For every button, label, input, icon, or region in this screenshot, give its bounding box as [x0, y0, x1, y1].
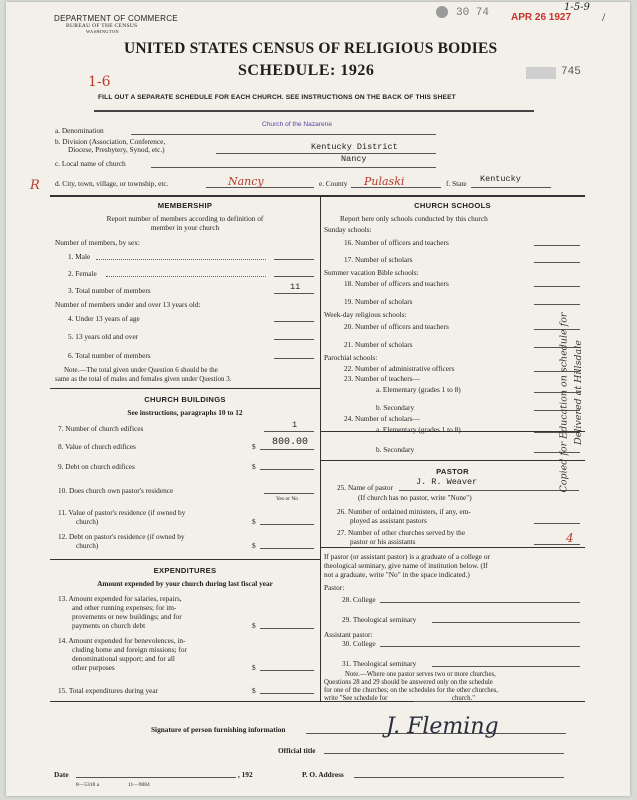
denomination-value: Church of the Nazarene	[262, 121, 333, 128]
pastor-note-4b: church."	[452, 695, 475, 702]
schedule-year-title: SCHEDULE: 1926	[238, 62, 375, 79]
buildings-subtitle: See instructions, paragraphs 10 to 12	[127, 408, 243, 417]
local-name-value: Nancy	[341, 154, 367, 164]
q24b-label: b. Secondary	[376, 445, 415, 454]
q29-label: 29. Theological seminary	[342, 615, 417, 624]
q8-line	[260, 449, 314, 450]
q30-label: 30. College	[342, 639, 376, 648]
q11-label: 11. Value of pastor's residence (if owned by	[58, 508, 186, 517]
q11-line	[260, 524, 314, 525]
po-address-label: P. O. Address	[302, 770, 344, 779]
r-mark: R	[30, 178, 40, 193]
department-name: DEPARTMENT OF COMMERCE	[54, 14, 178, 23]
state-label: f. State	[446, 179, 467, 188]
q25-label: 25. Name of pastor	[337, 483, 393, 492]
q14-line	[260, 670, 314, 671]
q27-label-2: pastor or his assistants	[350, 537, 416, 546]
q22-label: 22. Number of administrative officers	[344, 364, 455, 373]
schools-heading: CHURCH SCHOOLS	[414, 201, 491, 210]
q10-hint: Yes or No	[276, 496, 299, 502]
age-intro: Number of members under and over 13 years old:	[55, 300, 201, 309]
county-label: e. County	[319, 179, 348, 188]
file-code: 1-5-9	[564, 2, 590, 13]
q5-label: 5. 13 years old and over	[68, 332, 139, 341]
q12-label-2: church)	[76, 541, 99, 550]
q19-label: 19. Number of scholars	[344, 297, 413, 306]
local-name-label: c. Local name of church	[55, 159, 126, 168]
q21-label: 21. Number of scholars	[344, 340, 413, 349]
stamp-seal-icon	[436, 6, 448, 18]
q1-line	[274, 259, 314, 260]
q24b-line	[534, 452, 580, 453]
census-schedule-page	[6, 2, 630, 796]
q7-label: 7. Number of church edifices	[58, 424, 144, 433]
q20-label: 20. Number of officers and teachers	[344, 322, 449, 331]
division-label-line2: Diocese, Presbytery, Synod, etc.)	[68, 145, 165, 154]
q25-hint: (If church has no pastor, write "None")	[358, 493, 472, 502]
signature-label: Signature of person furnishing information	[151, 725, 286, 734]
q17-line	[534, 262, 580, 263]
assistant-pastor-label: Assistant pastor:	[324, 630, 373, 639]
schedule-number-stamp: 745	[561, 66, 581, 78]
q7-line	[264, 431, 314, 432]
form-code: 8—5318 a	[76, 782, 100, 788]
pastor-note: Note.—Where one pastor serves two or more churches,	[345, 671, 496, 678]
q17-label: 17. Number of scholars	[344, 255, 413, 264]
q10-label: 10. Does church own pastor's residence	[58, 486, 174, 495]
local-name-line	[151, 167, 436, 168]
po-address-line[interactable]	[354, 777, 564, 778]
q13-label-3: provements or new buildings; and for	[72, 612, 182, 621]
q30-line	[380, 646, 580, 647]
city-value: Nancy	[228, 175, 264, 188]
official-title-line[interactable]	[324, 753, 564, 754]
graduate-instruction-3: not a graduate, write "No" in the space indicated.)	[324, 570, 470, 579]
form-title: UNITED STATES CENSUS OF RELIGIOUS BODIES	[124, 40, 498, 57]
pastor-divider-rule	[320, 547, 585, 548]
sunday-schools-label: Sunday schools:	[324, 225, 372, 234]
q23-label: 23. Number of teachers—	[344, 374, 420, 383]
q11-label-2: church)	[76, 517, 99, 526]
q3-value: 11	[290, 282, 301, 292]
q23b-label: b. Secondary	[376, 403, 415, 412]
pastor-note-blank	[414, 701, 450, 702]
right-margin-note-2: Delivered at Hillsdale	[572, 340, 584, 445]
q11-dollar: $	[252, 517, 256, 526]
membership-intro-2: member in your church	[150, 223, 220, 232]
pastor-label: Pastor:	[324, 583, 345, 592]
q24-label: 24. Number of scholars—	[344, 414, 420, 423]
q13-label-4: payments on church debt	[72, 621, 146, 630]
q16-label: 16. Number of officers and teachers	[344, 238, 449, 247]
q18-label: 18. Number of officers and teachers	[344, 279, 449, 288]
date-year: , 192	[238, 770, 253, 779]
q3-label: 3. Total number of members	[68, 286, 151, 295]
signature-value: J. Fleming	[386, 714, 499, 739]
q26-label-2: ployed as assistant pastors	[350, 516, 427, 525]
q6-label: 6. Total number of members	[68, 351, 151, 360]
q9-line	[260, 469, 314, 470]
q6-line	[274, 358, 314, 359]
weekday-schools-label: Week-day religious schools:	[324, 310, 407, 319]
expenditures-heading: EXPENDITURES	[153, 566, 217, 575]
membership-bottom-rule	[50, 388, 320, 389]
state-value: Kentucky	[480, 174, 521, 184]
buildings-bottom-rule	[50, 559, 320, 560]
schools-subtitle: Report here only schools conducted by this church	[340, 214, 488, 223]
q10-line	[264, 493, 314, 494]
summer-schools-label: Summer vacation Bible schools:	[324, 268, 419, 277]
q20-line	[534, 329, 580, 330]
parochial-schools-label: Parochial schools:	[324, 353, 378, 362]
number-stamp-block	[526, 67, 556, 79]
pastor-note-2: Questions 28 and 29 should be answered only on the schedule	[324, 679, 493, 686]
q16-line	[534, 245, 580, 246]
pastor-heading: PASTOR	[436, 467, 469, 476]
q15-label: 15. Total expenditures during year	[58, 686, 159, 695]
q4-label: 4. Under 13 years of age	[68, 314, 140, 323]
date-label: Date	[54, 770, 69, 779]
denomination-label: a. Denomination	[55, 126, 104, 135]
date-line[interactable]	[76, 777, 236, 778]
by-sex-label: Number of members, by sex:	[55, 238, 140, 247]
q27-label: 27. Number of other churches served by the	[337, 528, 466, 537]
q26-line	[534, 523, 580, 524]
partial-stamp-number: 30 74	[456, 7, 490, 19]
q7-value: 1	[292, 420, 298, 430]
q28-label: 28. College	[342, 595, 376, 604]
q14-label: 14. Amount expended for benevolences, in-	[58, 636, 186, 645]
q28-line	[380, 602, 580, 603]
membership-intro: Report number of members according to definition of	[106, 214, 264, 223]
separate-schedule-instruction: FILL OUT A SEPARATE SCHEDULE FOR EACH CHURCH. SEE INSTRUCTIONS ON THE BACK OF THIS SHEET	[98, 94, 456, 101]
q26-label: 26. Number of ordained ministers, if any, em-	[337, 507, 471, 516]
membership-heading: MEMBERSHIP	[157, 201, 213, 210]
q5-line	[274, 339, 314, 340]
q13-line	[260, 628, 314, 629]
q14-dollar: $	[252, 663, 256, 672]
division-value: Kentucky District	[311, 142, 398, 152]
q9-label: 9. Debt on church edifices	[58, 462, 135, 471]
q2-label: 2. Female	[68, 269, 97, 278]
q14-label-4: other purposes	[72, 663, 115, 672]
q8-value: 800.00	[272, 437, 309, 448]
state-line	[471, 187, 551, 188]
buildings-heading: CHURCH BUILDINGS	[144, 395, 226, 404]
bureau-city: WASHINGTON	[86, 29, 119, 34]
q24a-label: a. Elementary (grades 1 to 8)	[376, 425, 461, 434]
print-code: 11—9084	[128, 782, 150, 788]
q14-label-2: cluding home and foreign missions; for	[72, 645, 187, 654]
membership-note-2: same as the total of males and females given under Question 3.	[55, 375, 232, 383]
q3-line	[274, 293, 314, 294]
q13-label: 13. Amount expended for salaries, repairs,	[58, 594, 182, 603]
q1-label: 1. Male	[68, 252, 91, 261]
q1-leader	[96, 259, 266, 260]
q2-line	[274, 276, 314, 277]
pastor-note-3: for one of the churches; on the schedules for the other churches,	[324, 687, 499, 694]
received-date-stamp: APR 26 1927	[511, 12, 572, 23]
membership-note: Note.—The total given under Question 6 should be the	[64, 366, 218, 374]
q15-line	[260, 693, 314, 694]
check-mark: /	[602, 10, 606, 24]
right-margin-note: Copied for Education on schedule for	[558, 312, 570, 493]
q18-line	[534, 286, 580, 287]
q12-dollar: $	[252, 541, 256, 550]
q31-label: 31. Theological seminary	[342, 659, 417, 668]
q14-label-3: denominational support; and for all	[72, 654, 175, 663]
graduate-instruction: If pastor (or assistant pastor) is a graduate of a college or	[324, 552, 490, 561]
expenditures-subtitle: Amount expended by your church during last fiscal year	[97, 579, 273, 588]
q12-line	[260, 548, 314, 549]
grid-top-rule	[50, 195, 585, 197]
bureau-name: BUREAU OF THE CENSUS	[66, 23, 138, 29]
graduate-instruction-2: theological seminary, give name of institution below. (If	[324, 561, 488, 570]
center-divider	[320, 195, 321, 701]
q12-label: 12. Debt on pastor's residence (if owned by	[58, 532, 185, 541]
q27-value: 4	[566, 531, 574, 545]
q31-line	[432, 666, 580, 667]
pastor-top-rule	[320, 460, 585, 461]
grid-bottom-rule	[50, 701, 585, 702]
denomination-line	[131, 134, 436, 135]
city-label: d. City, town, village, or township, etc.	[55, 179, 169, 188]
official-title-label: Official title	[278, 746, 316, 755]
left-code-mark: 1-6	[88, 74, 111, 90]
q8-dollar: $	[252, 442, 256, 451]
q29-line	[432, 622, 580, 623]
q9-dollar: $	[252, 462, 256, 471]
q2-leader	[106, 276, 266, 277]
q13-label-2: and other running expenses; for im-	[72, 603, 177, 612]
division-label: b. Division (Association, Conference,	[55, 137, 166, 146]
q19-line	[534, 304, 580, 305]
q15-dollar: $	[252, 686, 256, 695]
pastor-note-4: write "See schedule for	[324, 695, 388, 702]
q25-line	[399, 490, 579, 491]
q4-line	[274, 321, 314, 322]
q13-dollar: $	[252, 621, 256, 630]
q8-label: 8. Value of church edifices	[58, 442, 136, 451]
header-rule	[94, 110, 534, 112]
county-value: Pulaski	[364, 175, 405, 188]
division-line	[216, 153, 436, 154]
pastor-name-value: J. R. Weaver	[416, 477, 478, 487]
q23a-label: a. Elementary (grades 1 to 8)	[376, 385, 461, 394]
